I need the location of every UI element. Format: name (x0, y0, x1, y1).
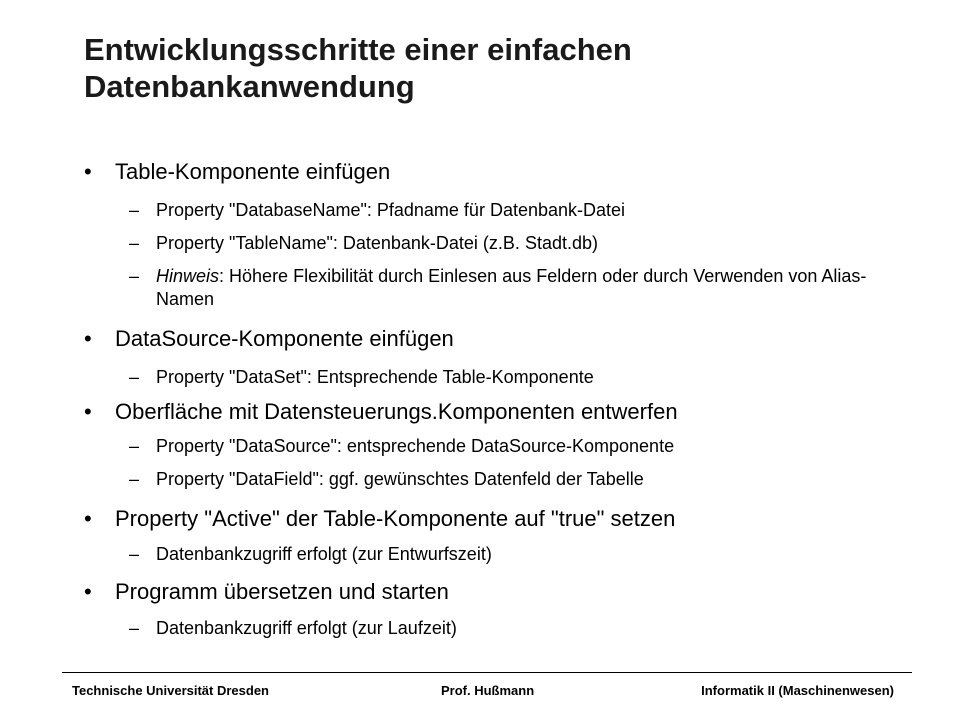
hint-emphasis: Hinweis (156, 266, 220, 286)
slide-title: Entwicklungsschritte einer einfachen Datenbankanwendung (84, 32, 632, 104)
bullet-text: Programm übersetzen und starten (115, 579, 449, 604)
bullet-icon: • (84, 399, 92, 424)
bullet-icon: • (84, 159, 92, 184)
dash-icon: – (129, 618, 140, 638)
hint-text: : Höhere Flexibilität durch Einlesen aus Feldern oder durch Verwenden von Alias-Namen (156, 266, 867, 309)
footer-author: Prof. Hußmann (441, 683, 535, 698)
sub-item (129, 366, 889, 389)
bullet-text: Property "Active" der Table-Komponente auf "true" setzen (115, 506, 676, 531)
dash-icon: – (129, 544, 140, 564)
footer-divider (62, 672, 912, 673)
sub-item (129, 232, 889, 255)
dash-icon: – (129, 233, 140, 253)
sub-item (129, 199, 889, 222)
bullet-text: DataSource-Komponente einfügen (115, 326, 454, 351)
dash-icon: – (129, 367, 140, 387)
sub-item (129, 543, 889, 566)
sub-item-text: Datenbankzugriff erfolgt (zur Laufzeit) (156, 618, 457, 638)
sub-item-text: Property "DataSource": entsprechende DataSource-Komponente (156, 436, 675, 456)
sub-item (129, 265, 889, 311)
bullet-text: Table-Komponente einfügen (115, 159, 391, 184)
dash-icon: – (129, 266, 140, 286)
sub-item-text: Datenbankzugriff erfolgt (zur Entwurfszeit) (156, 544, 492, 564)
bullet-text: Oberfläche mit Datensteuerungs.Komponenten entwerfen (115, 399, 678, 424)
footer-institution: Technische Universität Dresden (72, 683, 269, 698)
sub-item (129, 435, 889, 458)
sub-item (129, 468, 889, 491)
sub-item-text: Property "DatabaseName": Pfadname für Datenbank-Datei (156, 200, 626, 220)
dash-icon: – (129, 469, 140, 489)
dash-icon: – (129, 200, 140, 220)
bullet-icon: • (84, 326, 92, 351)
sub-item-text: Property "DataField": ggf. gewünschtes Datenfeld der Tabelle (156, 469, 644, 489)
sub-item-text: Property "DataSet": Entsprechende Table-Komponente (156, 367, 594, 387)
bullet-icon: • (84, 579, 92, 604)
dash-icon: – (129, 436, 140, 456)
bullet-icon: • (84, 506, 92, 531)
sub-item (129, 617, 889, 640)
sub-item-text: Property "TableName": Datenbank-Datei (z.B. Stadt.db) (156, 233, 598, 253)
footer-course: Informatik II (Maschinenwesen) (701, 683, 894, 698)
sub-item-text (156, 265, 889, 311)
